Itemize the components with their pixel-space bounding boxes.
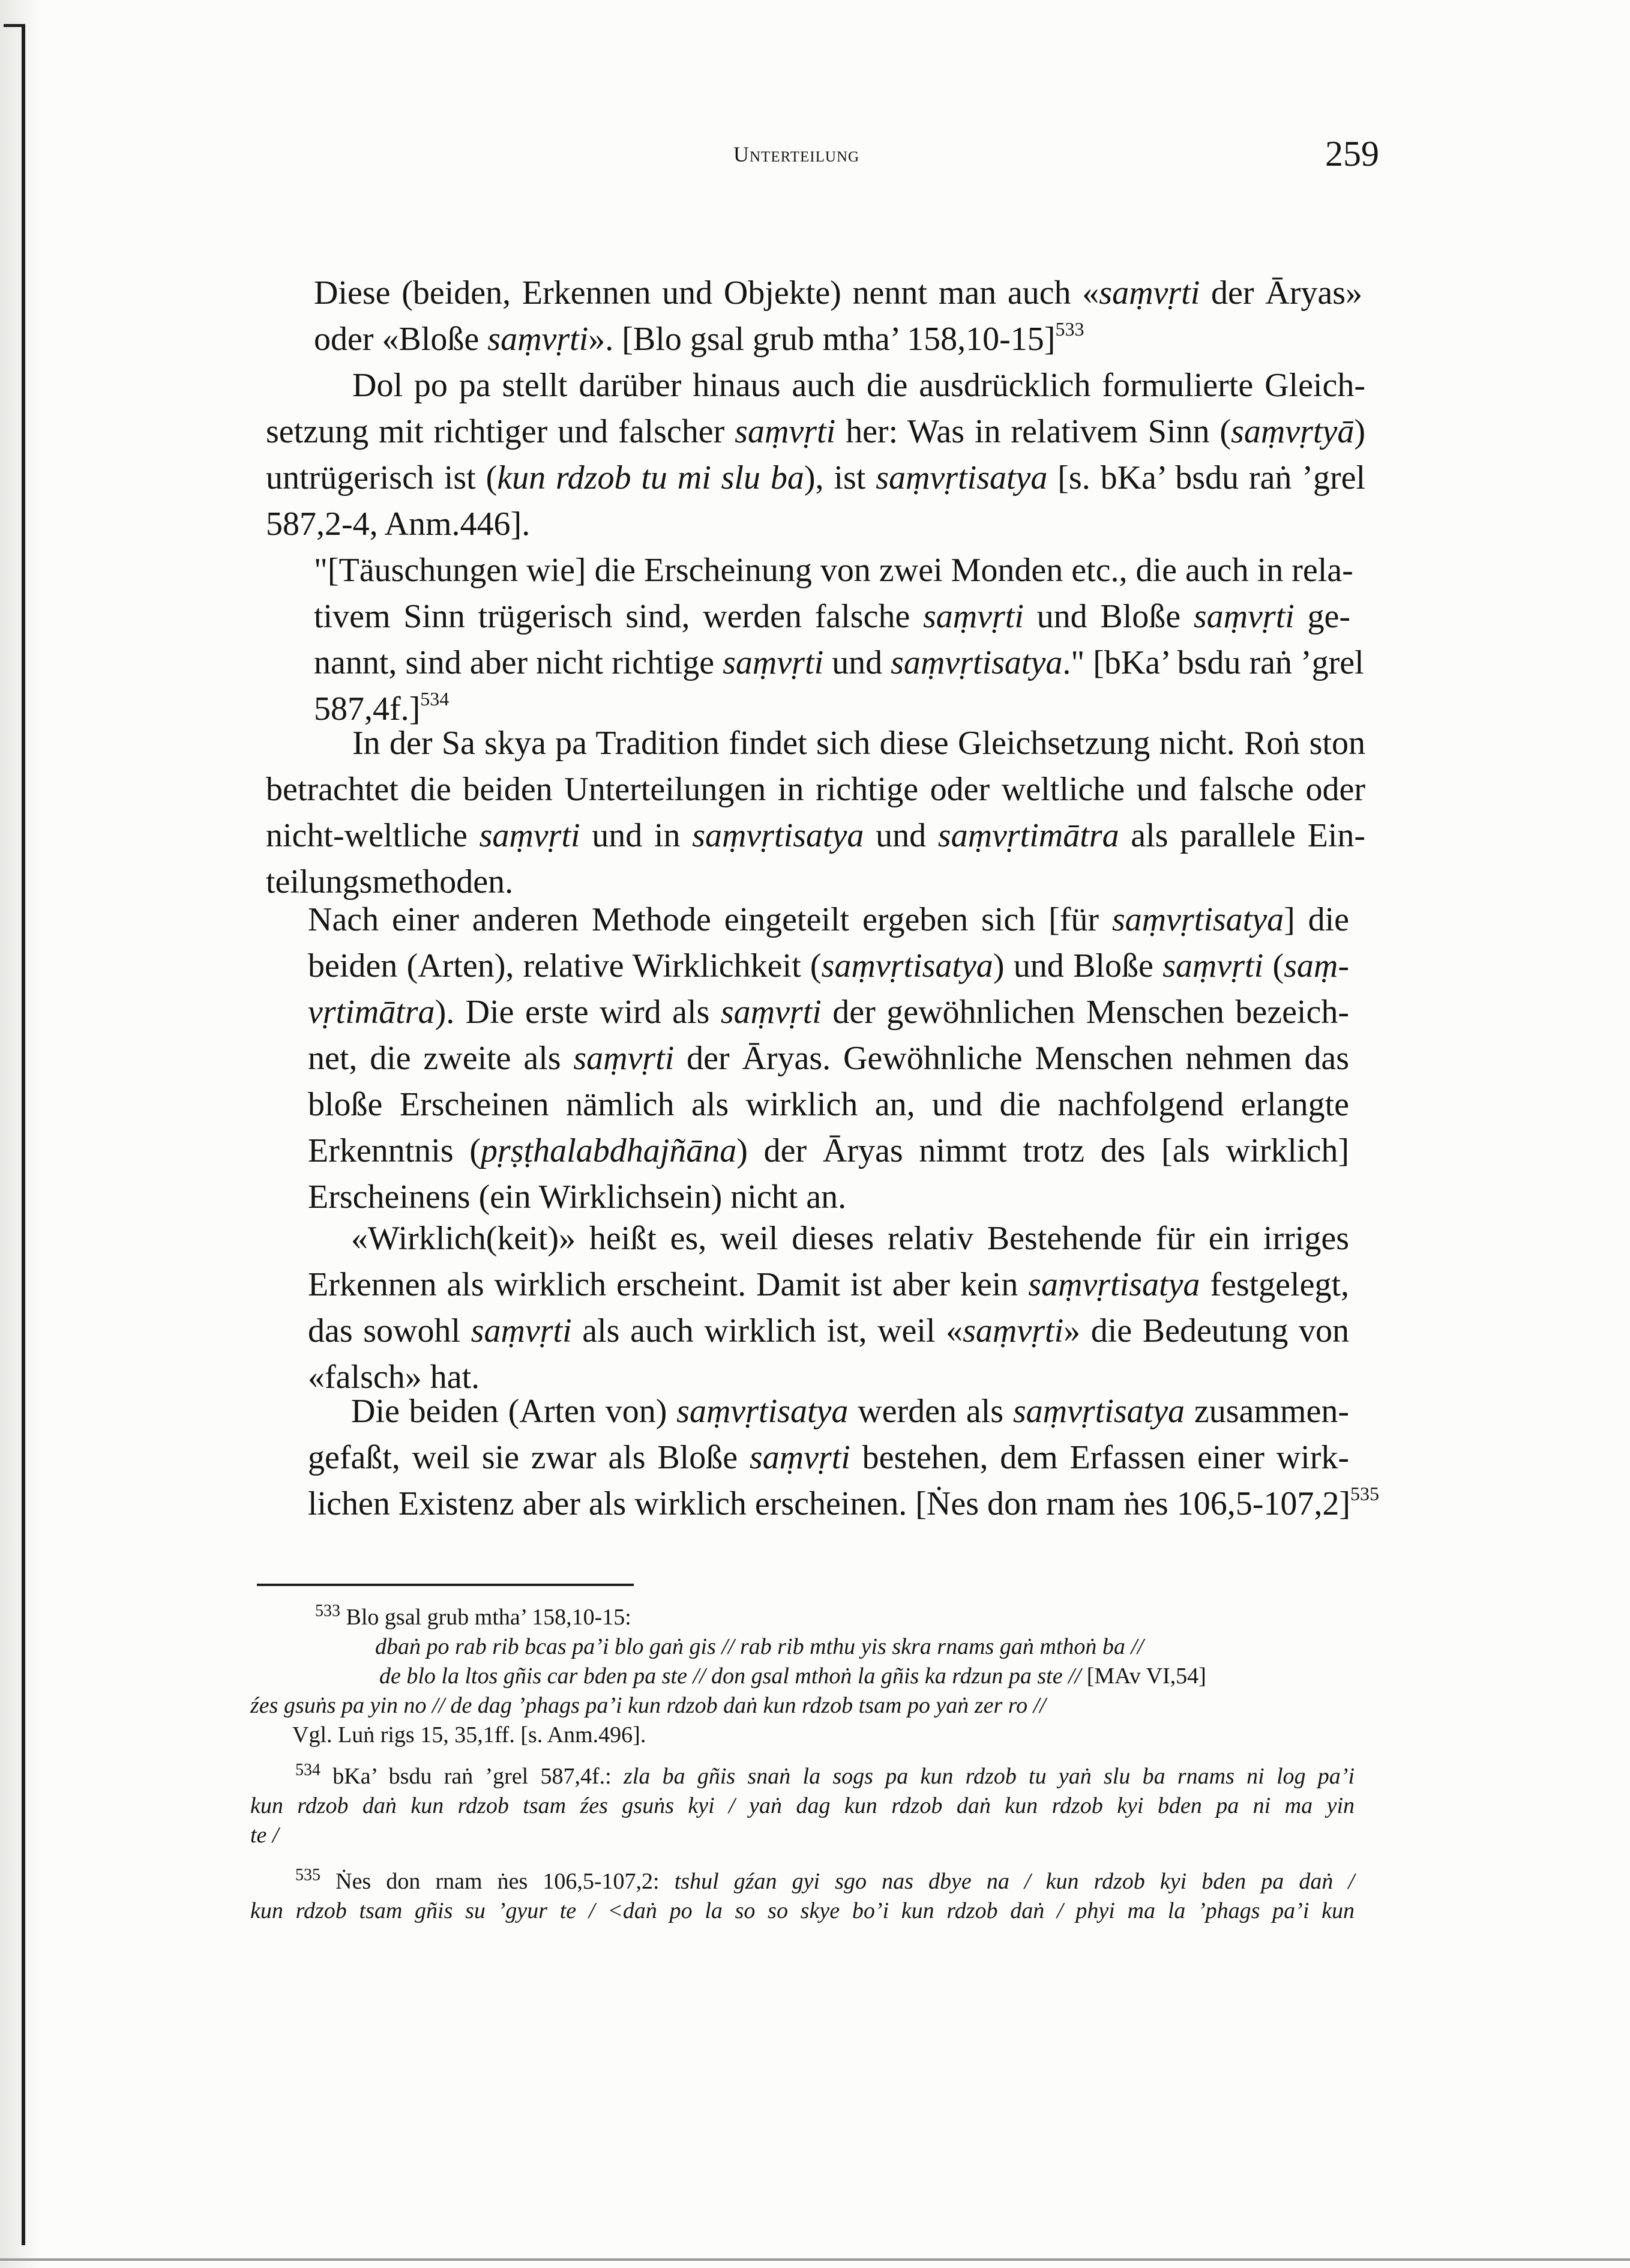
text-run: ge-	[1294, 598, 1351, 635]
text-run: [s. bKa’ bsdu raṅ ’grel	[1047, 459, 1366, 496]
text-run: Ṅes don rnam ṅes 106,5-107,2:	[335, 1869, 675, 1894]
text-line	[266, 363, 1365, 409]
text-run: "[Täuschungen wie] die Erscheinung von zwei Monden etc., die auch in rela-	[314, 552, 1353, 589]
text-run: zusammen-	[1185, 1393, 1349, 1430]
italic-term: saṃvṛtisatya	[1111, 901, 1284, 938]
footnote-line	[250, 1762, 1355, 1791]
italic-term: saṃvṛtisatya	[891, 644, 1063, 681]
footnote-number: 535	[295, 1866, 320, 1884]
text-line	[266, 813, 1365, 859]
paragraph-3	[266, 720, 1365, 905]
text-run: der gewöhnlichen Menschen bezeich-	[821, 994, 1349, 1031]
text-line	[308, 943, 1349, 989]
footnote-533	[250, 1603, 1355, 1750]
footnote-line	[250, 1691, 1355, 1721]
text-run: das sowohl	[308, 1312, 471, 1350]
text-run: Dol po pa stellt darüber hinaus auch die ausdrücklich formulierte Gleich-	[352, 367, 1365, 404]
binding-edge	[22, 24, 25, 2245]
text-run: teilungsmethoden.	[266, 863, 514, 900]
italic-term: saṃvṛti	[1193, 598, 1295, 635]
footnote-number: 533	[315, 1602, 340, 1620]
text-line	[308, 1389, 1349, 1435]
text-run: der Āryas. Gewöhnliche Menschen nehmen das	[674, 1040, 1349, 1077]
italic-term: kun rdzob daṅ kun rdzob tsam źes gsuṅs kyi / yaṅ dag kun rdzob daṅ kun rdzob kyi bden pa ni ma yin	[250, 1793, 1355, 1818]
text-line	[308, 1174, 1349, 1220]
text-run: und in	[580, 817, 693, 854]
text-line	[308, 1435, 1349, 1481]
italic-term: saṃvṛti	[735, 413, 836, 450]
text-run: ) der Āryas nimmt trotz des [als wirklich]	[736, 1132, 1349, 1169]
text-line	[308, 1036, 1349, 1082]
text-line	[308, 1128, 1349, 1174]
text-run: tivem Sinn trügerisch sind, werden falsche	[314, 598, 923, 635]
text-line	[308, 1262, 1349, 1308]
text-line	[266, 409, 1365, 455]
text-run: nicht-weltliche	[266, 817, 480, 854]
text-line	[266, 720, 1365, 767]
text-run: Erkennen als wirklich erscheint. Damit ist aber kein	[308, 1266, 1029, 1303]
footnote-534	[250, 1762, 1355, 1850]
binding-edge-top	[4, 24, 25, 27]
text-line	[308, 1216, 1349, 1262]
text-run: Erkenntnis (	[308, 1132, 481, 1169]
text-run: )	[1354, 413, 1365, 450]
text-run: » die Bedeutung von	[1063, 1312, 1349, 1350]
text-run: «falsch» hat.	[308, 1359, 480, 1396]
italic-term: saṃvṛti	[963, 1312, 1064, 1350]
text-run: In der Sa skya pa Tradition findet sich diese Gleichsetzung nicht. Roṅ ston	[352, 725, 1365, 762]
footnote-line	[250, 1721, 1355, 1750]
italic-term: saṃvṛtisatya	[1012, 1393, 1185, 1430]
text-run: Nach einer anderen Methode eingeteilt ergeben sich [für	[308, 901, 1112, 938]
text-run: (	[1263, 947, 1284, 985]
text-run: ." [bKa’ bsdu raṅ ’grel	[1062, 644, 1364, 681]
text-line	[314, 270, 1362, 316]
footnote-line	[250, 1896, 1355, 1926]
footnote-535	[250, 1867, 1355, 1926]
text-line	[266, 501, 1365, 547]
text-run: und	[864, 817, 938, 854]
text-run: «Wirklich(keit)» heißt es, weil dieses relativ Bestehende für ein irriges	[351, 1220, 1349, 1257]
text-run: bloße Erscheinen nämlich als wirklich an, und die nachfolgend erlangte	[308, 1086, 1349, 1123]
text-run: bKa’ bsdu raṅ ’grel 587,4f.:	[332, 1764, 624, 1789]
running-header: Unterteilung	[733, 142, 860, 166]
text-run: ), ist	[804, 459, 876, 496]
text-run: 587,2-4, Anm.446].	[266, 505, 531, 543]
page-number: 259	[1325, 134, 1379, 173]
text-run: beiden (Arten), relative Wirklichkeit (	[308, 947, 822, 985]
text-run: ] die	[1284, 901, 1350, 938]
italic-term: kun rdzob tsam gñis su ’gyur te / <daṅ po la so so skye bo’i kun rdzob daṅ / phyi ma la ’phags pa’i kun	[250, 1898, 1355, 1923]
text-line	[266, 767, 1365, 813]
text-run: ). Die erste wird als	[435, 994, 721, 1031]
italic-term: saṃvṛti	[471, 1312, 572, 1350]
text-run: Diese (beiden, Erkennen und Objekte) nennt man auch «	[314, 274, 1099, 312]
text-run: gefaßt, weil sie zwar als Bloße	[308, 1439, 750, 1476]
text-line	[308, 1082, 1349, 1128]
scan-bottom-edge	[0, 2258, 1630, 2261]
text-run: 587,4f.]	[314, 690, 421, 728]
text-run: her: Was in relativem Sinn (	[835, 413, 1232, 450]
text-run: als parallele Ein-	[1119, 817, 1366, 854]
footnote-line	[250, 1791, 1355, 1821]
text-line	[314, 594, 1350, 640]
footnote-line	[250, 1632, 1355, 1662]
italic-term: saṃvṛtisatya	[676, 1393, 849, 1430]
footnote-line	[250, 1662, 1355, 1691]
italic-term: dbaṅ po rab rib bcas pa’i blo gaṅ gis // rab rib mthu yis skra rnams gaṅ mthoṅ ba //	[375, 1634, 1144, 1659]
text-run: und	[823, 644, 891, 681]
italic-term: źes gsuṅs pa yin no // de dag ’phags pa’i kun rdzob daṅ kun rdzob tsam po yaṅ zer ro //	[250, 1693, 1046, 1718]
text-line	[314, 547, 1353, 594]
text-run: Vgl. Luṅ rigs 15, 35,1ff. [s. Anm.496].	[292, 1722, 646, 1748]
italic-term: saṃvṛti	[922, 598, 1024, 635]
italic-term: pṛṣṭhalabdhajñāna	[481, 1132, 737, 1169]
italic-term: saṃvṛti	[749, 1439, 850, 1476]
footnote-line	[250, 1603, 1355, 1632]
text-run: oder «Bloße	[314, 321, 488, 358]
text-run: ) und Bloße	[993, 947, 1163, 985]
text-run: Erscheinens (ein Wirklichsein) nicht an.	[308, 1178, 847, 1216]
footnote-line	[250, 1867, 1355, 1896]
text-run: betrachtet die beiden Unterteilungen in richtige oder weltliche und falsche oder	[266, 771, 1365, 808]
italic-term: saṃvṛti	[487, 321, 589, 358]
text-line	[308, 989, 1349, 1036]
text-line	[308, 1481, 1380, 1527]
italic-term: saṃvṛtyā	[1231, 413, 1355, 450]
page-spine-shadow	[0, 0, 42, 2268]
footnote-ref: 533	[1055, 318, 1084, 340]
italic-term: te /	[250, 1823, 279, 1848]
text-run: Blo gsal grub mtha’ 158,10-15:	[346, 1605, 631, 1630]
italic-term: saṃ-	[1284, 947, 1349, 985]
italic-term: de blo la ltos gñis car bden pa ste // don gsal mthoṅ la gñis ka rdzun pa ste //	[379, 1663, 1081, 1689]
text-run: der Āryas»	[1200, 274, 1362, 312]
italic-term: saṃvṛtisatya	[876, 459, 1048, 496]
text-run: bestehen, dem Erfassen einer wirk-	[850, 1439, 1349, 1476]
text-run: [MAv VI,54]	[1081, 1663, 1206, 1689]
text-line	[314, 316, 1362, 363]
text-line	[266, 455, 1365, 501]
italic-term: saṃvṛti	[720, 994, 822, 1031]
italic-term: saṃvṛtisatya	[692, 817, 864, 854]
text-run: werden als	[848, 1393, 1013, 1430]
italic-term: tshul gźan gyi sgo nas dbye na / kun rdzob kyi bden pa daṅ /	[674, 1869, 1355, 1894]
footnote-ref: 534	[420, 688, 450, 710]
italic-term: vṛtimātra	[308, 994, 435, 1031]
footnote-separator	[257, 1584, 634, 1586]
text-run: nannt, sind aber nicht richtige	[314, 644, 723, 681]
italic-term: saṃvṛti	[479, 817, 580, 854]
italic-term: saṃvṛtimātra	[937, 817, 1119, 854]
italic-term: saṃvṛtisatya	[821, 947, 993, 985]
footnote-ref: 535	[1350, 1483, 1380, 1504]
text-run: lichen Existenz aber als wirklich erscheinen. [Ṅes don rnam ṅes 106,5-107,2]	[308, 1485, 1351, 1522]
text-line	[308, 897, 1349, 943]
text-run: ». [Blo gsal grub mtha’ 158,10-15]	[588, 321, 1056, 358]
text-line	[308, 1308, 1349, 1354]
text-run: net, die zweite als	[308, 1040, 574, 1077]
italic-term: saṃvṛti	[1099, 274, 1200, 312]
paragraph-6	[308, 1389, 1380, 1527]
footnote-line	[250, 1821, 1355, 1850]
quotation	[314, 547, 1364, 732]
text-run: setzung mit richtiger und falscher	[266, 413, 735, 450]
italic-term: saṃvṛtisatya	[1028, 1266, 1200, 1303]
italic-term: kun rdzob tu mi slu ba	[497, 459, 804, 496]
paragraph-5	[308, 1216, 1349, 1401]
text-run: als auch wirklich ist, weil «	[571, 1312, 963, 1350]
text-run: Die beiden (Arten von)	[351, 1393, 677, 1430]
italic-term: saṃvṛti	[573, 1040, 675, 1077]
italic-term: zla ba gñis snaṅ la sogs pa kun rdzob tu yaṅ slu ba rnams ni log pa’i	[624, 1764, 1355, 1789]
italic-term: saṃvṛti	[1162, 947, 1264, 985]
paragraph-1	[314, 270, 1362, 363]
footnote-number: 534	[295, 1761, 320, 1779]
text-run: festgelegt,	[1200, 1266, 1349, 1303]
italic-term: saṃvṛti	[723, 644, 824, 681]
text-run: untrügerisch ist (	[266, 459, 498, 496]
text-line	[314, 640, 1364, 686]
paragraph-2	[266, 363, 1365, 547]
paragraph-4	[308, 897, 1349, 1220]
text-run: und Bloße	[1023, 598, 1194, 635]
